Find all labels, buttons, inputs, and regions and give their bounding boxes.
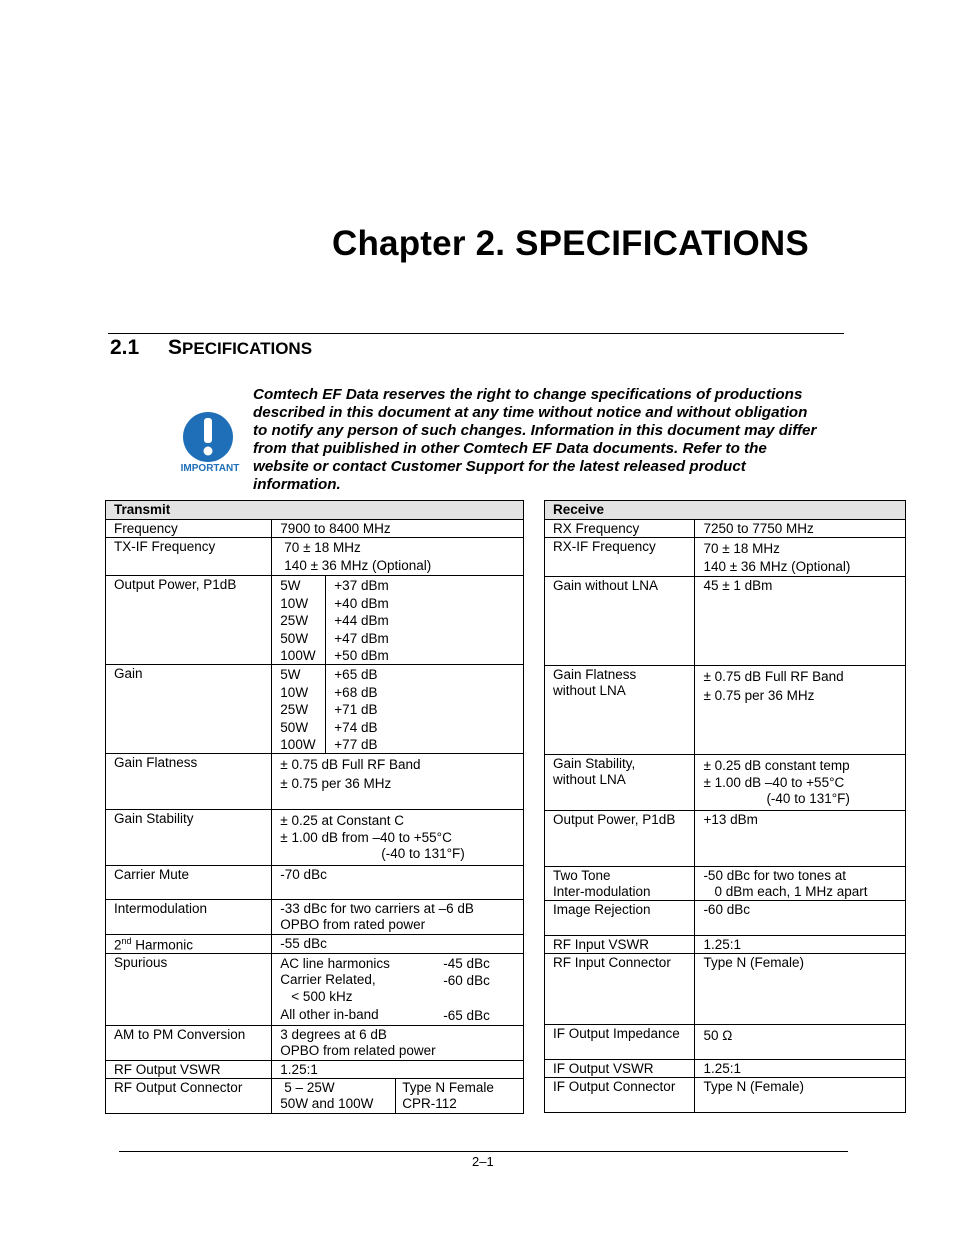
notice-line: website or contact Customer Support for the latest released product (253, 458, 746, 475)
spurious-value: -60 dBc (443, 972, 490, 988)
harmonic-suffix: nd (121, 936, 132, 946)
value-line: ± 0.75 dB Full RF Band (703, 668, 844, 684)
section-divider (108, 333, 844, 334)
tx-if-line: 70 ± 18 MHz (284, 540, 361, 555)
tx-spurious-value (272, 953, 524, 1025)
page-number: 2–1 (472, 1154, 494, 1169)
model-label: 25W (280, 702, 309, 717)
tx-gain-stability-value (272, 810, 524, 866)
label-line: Inter-modulation (553, 883, 651, 899)
section-title-initial: S (168, 336, 183, 359)
connector-model: 5 – 25W (284, 1079, 335, 1095)
section-title-rest: PECIFICATIONS (182, 339, 313, 358)
rx-rf-connector-label: RF Input Connector (545, 953, 695, 1024)
rx-frequency-value: 7250 to 7750 MHz (695, 520, 906, 538)
gain-value: +77 dB (334, 737, 378, 752)
value-line: 70 ± 18 MHz (703, 541, 780, 556)
connector-type: Type N Female (402, 1079, 494, 1095)
tx-carrier-mute-value: -70 dBc (272, 866, 524, 900)
label-line: Two Tone (553, 867, 611, 883)
tx-output-power-value (272, 576, 524, 665)
tx-am-pm-label: AM to PM Conversion (106, 1025, 272, 1060)
notice-line: information. (253, 476, 341, 493)
model-label: 100W (280, 737, 316, 752)
label-line: Gain Stability, (553, 755, 636, 771)
tx-carrier-mute-label: Carrier Mute (106, 866, 272, 900)
rx-if-vswr-value: 1.25:1 (695, 1059, 906, 1077)
spurious-item: AC line harmonics (280, 955, 390, 971)
notice-line: Comtech EF Data reserves the right to change specifications of productions (253, 386, 803, 403)
tx-rf-vswr-value: 1.25:1 (272, 1060, 524, 1078)
tx-gain-stability-label: Gain Stability (106, 810, 272, 866)
notice-line: described in this document at any time without notice and without obligation (253, 404, 808, 421)
chapter-title: Chapter 2. SPECIFICATIONS (332, 224, 809, 263)
rx-rf-vswr-value: 1.25:1 (695, 935, 906, 953)
model-label: 10W (280, 595, 309, 611)
rx-gain-stability-value (695, 754, 906, 810)
model-label: 50W (280, 719, 309, 735)
label-line: without LNA (553, 682, 626, 698)
tx-spurious-label: Spurious (106, 953, 272, 1025)
spurious-item: < 500 kHz (291, 988, 353, 1004)
tx-rf-vswr-label: RF Output VSWR (106, 1060, 272, 1078)
rx-gain-stability-label (545, 754, 695, 810)
transmit-header: Transmit (106, 501, 524, 520)
connector-model: 50W and 100W (280, 1095, 374, 1111)
model-label: 25W (280, 613, 309, 628)
tx-gain-value (272, 665, 524, 754)
value-line: ± 0.25 dB constant temp (703, 757, 850, 773)
tx-if-line: 140 ± 36 MHz (Optional) (284, 557, 432, 573)
notice-line: to notify any person of such changes. Information in this document may differ (253, 422, 817, 439)
rx-output-power-value: +13 dBm (695, 810, 906, 866)
tx-gain-flatness-value (272, 754, 524, 810)
rx-gain-flatness-label (545, 665, 695, 754)
footer-divider (119, 1151, 848, 1152)
tx-intermod-label: Intermodulation (106, 900, 272, 935)
rx-rf-vswr-label: RF Input VSWR (545, 935, 695, 953)
rx-if-label: RX-IF Frequency (545, 538, 695, 577)
transmit-table (105, 500, 524, 1114)
rx-gain-no-lna-label: Gain without LNA (545, 576, 695, 665)
rx-two-tone-label (545, 866, 695, 900)
value-line: 3 degrees at 6 dB (280, 1026, 387, 1042)
rx-if-connector-value: Type N (Female) (695, 1077, 906, 1112)
spurious-item: Carrier Related, (280, 971, 376, 987)
value-line: ± 0.75 per 36 MHz (703, 687, 815, 703)
important-icon (177, 411, 243, 475)
label-line: without LNA (553, 771, 626, 787)
tx-gain-label: Gain (106, 665, 272, 754)
value-line: ± 1.00 dB –40 to +55°C (703, 774, 845, 790)
rx-rf-connector-value: Type N (Female) (695, 953, 906, 1024)
rx-two-tone-value (695, 866, 906, 900)
rx-frequency-label: RX Frequency (545, 520, 695, 538)
model-label: 10W (280, 684, 309, 700)
notice-text (253, 386, 853, 494)
section-number: 2.1 (110, 336, 140, 359)
value-line: OPBO from related power (280, 1042, 436, 1058)
connector-type: CPR-112 (402, 1095, 457, 1111)
harmonic-text: Harmonic (131, 937, 194, 953)
tx-2nd-harmonic-label (106, 935, 272, 954)
rx-gain-no-lna-value: 45 ± 1 dBm (695, 576, 906, 665)
important-icon-label: IMPORTANT (180, 463, 240, 474)
tx-if-value (272, 538, 524, 576)
tx-rf-connector-value (272, 1078, 524, 1113)
tx-if-label: TX-IF Frequency (106, 538, 272, 576)
tx-gain-flatness-label: Gain Flatness (106, 754, 272, 810)
tx-frequency-label: Frequency (106, 520, 272, 538)
model-label: 50W (280, 630, 309, 646)
value-line: 140 ± 36 MHz (Optional) (703, 559, 851, 574)
gain-value: +71 dB (334, 702, 378, 717)
power-value: +47 dBm (334, 630, 389, 646)
section-heading (110, 336, 312, 360)
power-value: +50 dBm (334, 648, 389, 663)
power-value: +40 dBm (334, 595, 389, 611)
power-value: +44 dBm (334, 613, 389, 628)
tx-intermod-value (272, 900, 524, 935)
rx-if-vswr-label: IF Output VSWR (545, 1059, 695, 1077)
power-value: +37 dBm (334, 578, 389, 593)
rx-if-impedance-value: 50 Ω (695, 1024, 906, 1059)
value-line: -50 dBc for two tones at (703, 867, 847, 883)
gain-value: +74 dB (334, 719, 378, 735)
value-line: (-40 to 131°F) (381, 846, 465, 861)
receive-table (544, 500, 906, 1113)
rx-if-value (695, 538, 906, 577)
spurious-value: -65 dBc (443, 1007, 490, 1023)
gain-value: +68 dB (334, 684, 378, 700)
rx-if-connector-label: IF Output Connector (545, 1077, 695, 1112)
tx-2nd-harmonic-value: -55 dBc (272, 935, 524, 954)
rx-image-rejection-value: -60 dBc (695, 900, 906, 935)
spurious-value: -45 dBc (443, 955, 490, 971)
value-line: ± 1.00 dB from –40 to +55°C (280, 830, 452, 845)
value-line: (-40 to 131°F) (766, 790, 850, 806)
label-line: Gain Flatness (553, 666, 637, 682)
rx-image-rejection-label: Image Rejection (545, 900, 695, 935)
value-line: OPBO from rated power (280, 917, 426, 932)
tx-output-power-label: Output Power, P1dB (106, 576, 272, 665)
model-label: 5W (280, 667, 301, 682)
value-line: ± 0.75 per 36 MHz (280, 776, 392, 791)
tx-am-pm-value (272, 1025, 524, 1060)
gain-value: +65 dB (334, 667, 378, 682)
tx-rf-connector-label: RF Output Connector (106, 1078, 272, 1113)
model-label: 5W (280, 578, 301, 593)
value-line: ± 0.25 at Constant C (280, 813, 405, 828)
spurious-item: All other in-band (280, 1006, 379, 1022)
rx-gain-flatness-value (695, 665, 906, 754)
receive-header: Receive (545, 501, 906, 520)
value-line: 0 dBm each, 1 MHz apart (714, 883, 868, 899)
harmonic-number: 2 (114, 937, 122, 953)
notice-line: from that puiblished in other Comtech EF Data documents. Refer to the (253, 440, 767, 457)
value-line: ± 0.75 dB Full RF Band (280, 757, 421, 772)
model-label: 100W (280, 648, 316, 663)
rx-if-impedance-label: IF Output Impedance (545, 1024, 695, 1059)
tx-frequency-value: 7900 to 8400 MHz (272, 520, 524, 538)
value-line: -33 dBc for two carriers at –6 dB (280, 901, 474, 916)
rx-output-power-label: Output Power, P1dB (545, 810, 695, 866)
